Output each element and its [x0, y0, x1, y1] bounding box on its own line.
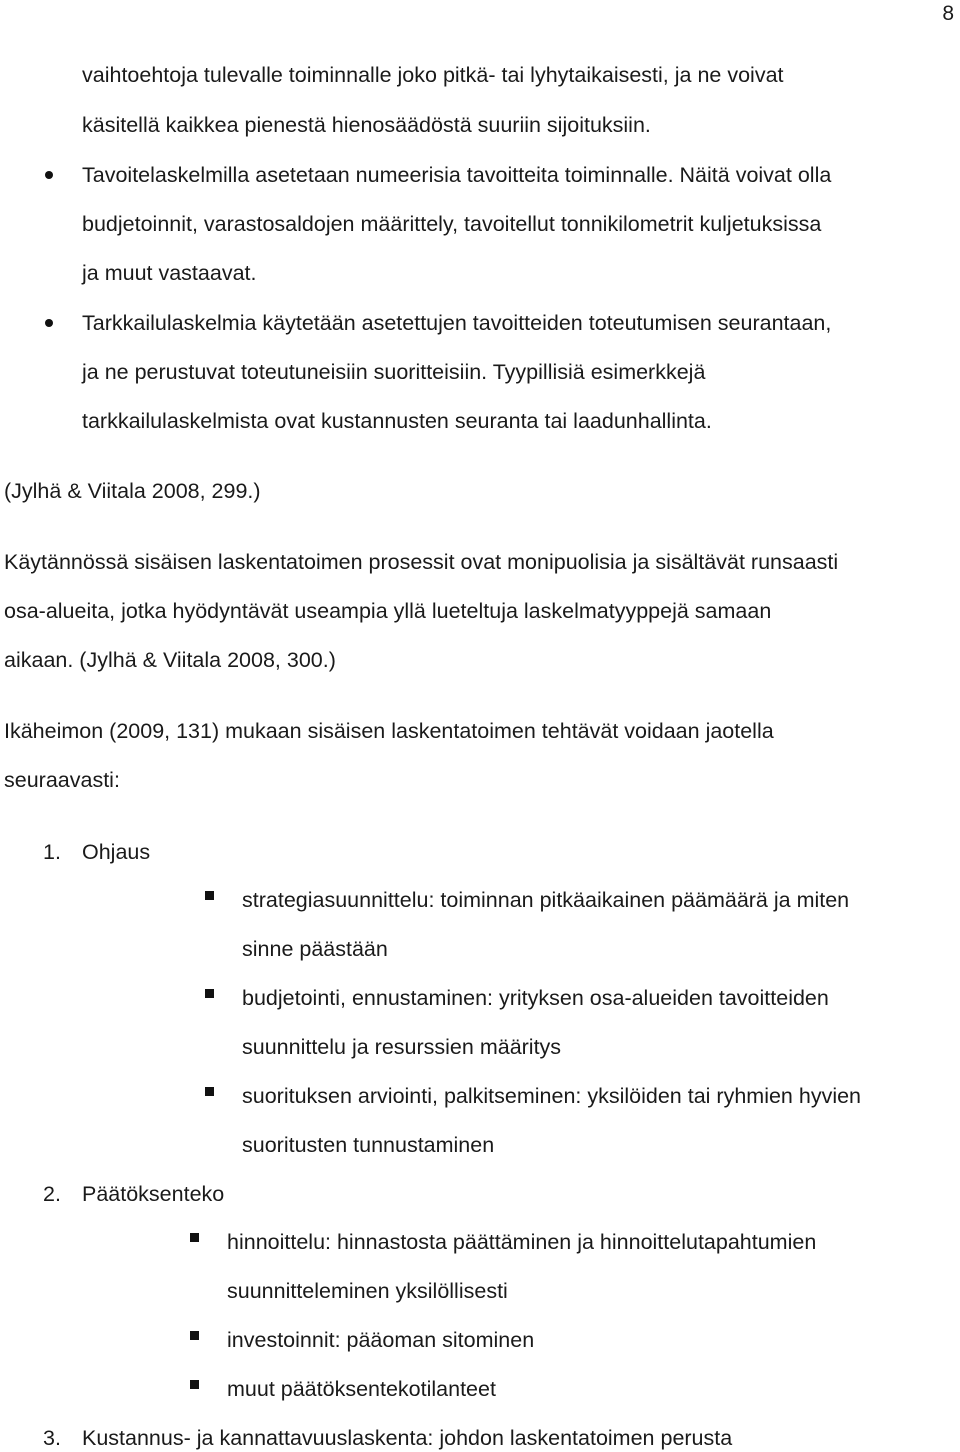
paragraph-line: seuraavasti:: [4, 768, 120, 792]
list-item-line: Tavoitelaskelmilla asetetaan numeerisia tavoitteita toiminnalle. Näitä voivat olla: [82, 163, 832, 187]
square-bullet-icon: [190, 1331, 199, 1340]
sub-item-line: muut päätöksentekotilanteet: [227, 1377, 496, 1401]
sub-item-line: suoritusten tunnustaminen: [242, 1133, 495, 1157]
sub-item-line: strategiasuunnittelu: toiminnan pitkäaikainen päämäärä ja miten: [242, 888, 850, 912]
sub-item-line: sinne päästään: [242, 937, 388, 961]
paragraph-line: osa-alueita, jotka hyödyntävät useampia yllä lueteltuja laskelmatyyppejä samaan: [4, 599, 772, 623]
sub-item-line: suunnittelu ja resurssien määritys: [242, 1035, 562, 1059]
sub-item-line: budjetointi, ennustaminen: yrityksen osa-alueiden tavoitteiden: [242, 986, 829, 1010]
square-bullet-icon: [190, 1233, 199, 1242]
square-bullet-icon: [205, 1087, 214, 1096]
list-item-line: ja ne perustuvat toteutuneisiin suoritteisiin. Tyypillisiä esimerkkejä: [82, 360, 706, 384]
square-bullet-icon: [205, 989, 214, 998]
numbered-item-title: Ohjaus: [82, 840, 151, 864]
list-continuation-line: vaihtoehtoja tulevalle toiminnalle joko pitkä- tai lyhytaikaisesti, ja ne voivat: [82, 63, 784, 87]
sub-item-line: hinnoittelu: hinnastosta päättäminen ja hinnoittelutapahtumien: [227, 1230, 817, 1254]
numbered-item-number: 3.: [43, 1426, 61, 1450]
list-item-line: Tarkkailulaskelmia käytetään asetettujen tavoitteiden toteutumisen seurantaan,: [82, 311, 832, 335]
list-item-line: budjetoinnit, varastosaldojen määrittely, tavoitellut tonnikilometrit kuljetuksissa: [82, 212, 822, 236]
citation: (Jylhä & Viitala 2008, 299.): [4, 479, 261, 503]
paragraph-line: Ikäheimon (2009, 131) mukaan sisäisen laskentatoimen tehtävät voidaan jaotella: [4, 719, 774, 743]
numbered-item-number: 1.: [43, 840, 61, 864]
square-bullet-icon: [190, 1380, 199, 1389]
list-continuation-line: käsitellä kaikkea pienestä hienosäädöstä suuriin sijoituksiin.: [82, 113, 651, 137]
paragraph-line: Käytännössä sisäisen laskentatoimen prosessit ovat monipuolisia ja sisältävät runsaasti: [4, 550, 839, 574]
paragraph-line: aikaan. (Jylhä & Viitala 2008, 300.): [4, 648, 336, 672]
page-number: 8: [942, 2, 954, 25]
numbered-item-title: Päätöksenteko: [82, 1182, 225, 1206]
list-item-line: tarkkailulaskelmista ovat kustannusten seuranta tai laadunhallinta.: [82, 409, 712, 433]
bullet-dot-icon: [45, 319, 53, 327]
numbered-item-title: Kustannus- ja kannattavuuslaskenta: johdon laskentatoimen perusta: [82, 1426, 733, 1450]
numbered-item-number: 2.: [43, 1182, 61, 1206]
list-item-line: ja muut vastaavat.: [82, 261, 257, 285]
sub-item-line: investoinnit: pääoman sitominen: [227, 1328, 535, 1352]
square-bullet-icon: [205, 891, 214, 900]
sub-item-line: suunnitteleminen yksilöllisesti: [227, 1279, 508, 1303]
sub-item-line: suorituksen arviointi, palkitseminen: yksilöiden tai ryhmien hyvien: [242, 1084, 862, 1108]
bullet-dot-icon: [45, 171, 53, 179]
